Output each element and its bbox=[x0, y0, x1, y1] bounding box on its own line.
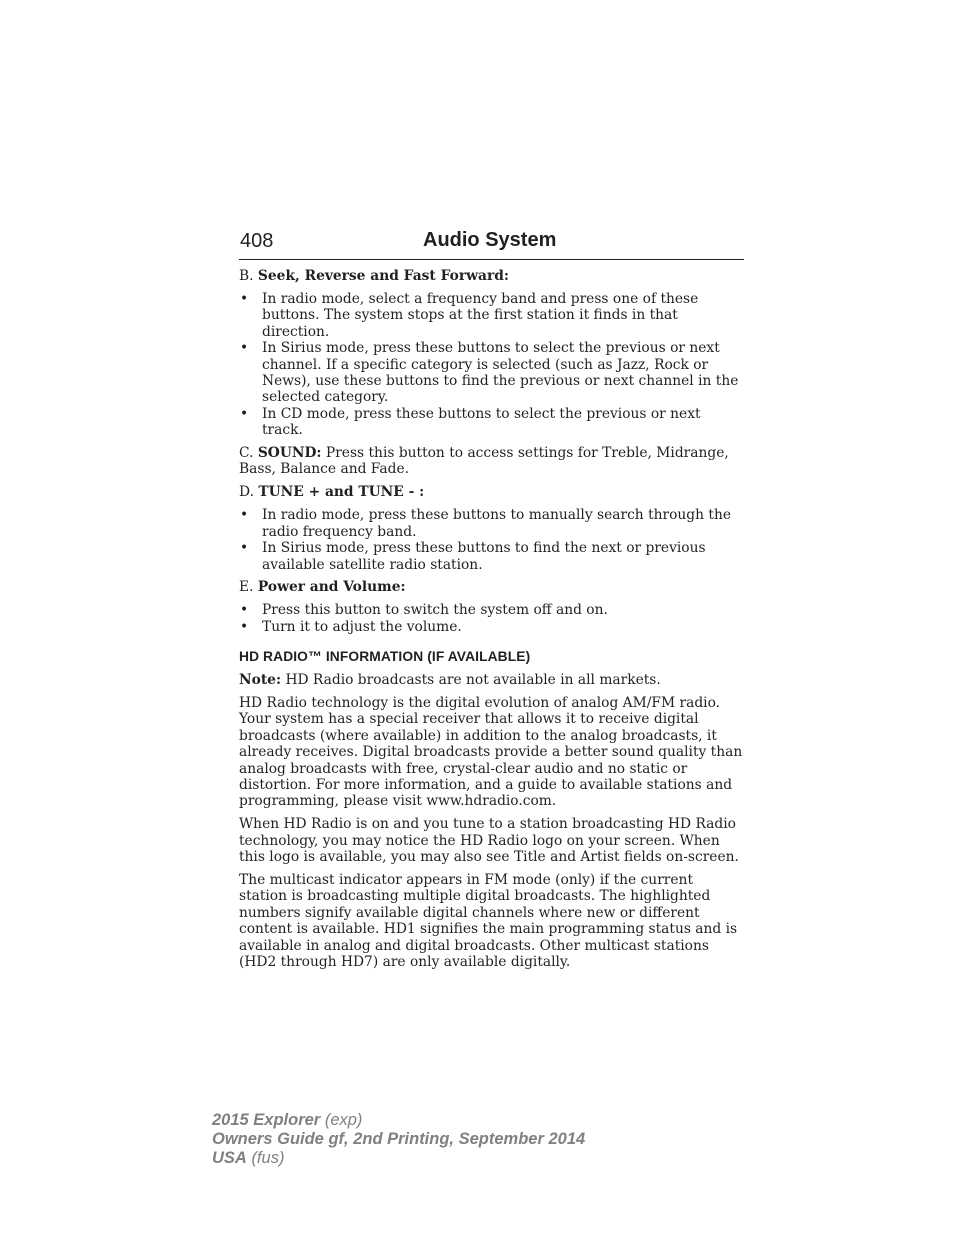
page-footer bbox=[212, 1111, 585, 1168]
item-b-bullets bbox=[239, 291, 745, 439]
bullet-icon: • bbox=[240, 405, 249, 422]
item-d-heading bbox=[239, 484, 745, 500]
bullet-icon: • bbox=[240, 602, 249, 619]
list-item: • In radio mode, press these buttons to manually search through the radio frequency band. bbox=[240, 507, 731, 540]
list-item: • In CD mode, press these buttons to select the previous or next track. bbox=[240, 405, 701, 439]
item-title: Seek, Reverse and Fast Forward: bbox=[257, 268, 509, 284]
note bbox=[239, 672, 745, 688]
item-title: Power and Volume: bbox=[257, 579, 406, 596]
item-d-bullets bbox=[239, 507, 745, 573]
bullet-icon: • bbox=[240, 540, 249, 557]
hd-radio-paragraph: HD Radio technology is the digital evolution of analog AM/FM radio. Your system has a special receiver that allows it to receive digital broadcasts (where available) in addition to the analog broadcasts, it already receives. Digital broadcasts provide a better sound quality than analog broadcasts with free, crystal-clear audio and no static or distortion. For more information, and a guide to available stations and programming, please visit www.hdradio.com. bbox=[239, 694, 743, 810]
bullet-icon: • bbox=[240, 618, 249, 635]
list-item: • Turn it to adjust the volume. bbox=[240, 618, 462, 635]
hd-radio-paragraph: The multicast indicator appears in FM mode (only) if the current station is broadcasting multiple digital broadcasts. The highlighted numbers signify available digital channels where new or different content is available. HD1 signifies the main programming status and is available in analog and digital broadcasts. Other multicast stations (HD2 through HD7) are only available digitally. bbox=[239, 872, 738, 971]
hd-radio-paragraph: When HD Radio is on and you tune to a station broadcasting HD Radio technology, you may notice the HD Radio logo on your screen. When this logo is available, you may also see Title and Artist fields on-screen. bbox=[239, 816, 739, 866]
item-title: TUNE + and TUNE - : bbox=[258, 484, 425, 501]
page-number: 408 bbox=[240, 230, 274, 252]
list-item: • In radio mode, select a frequency band and press one of these buttons. The system stops at the first station it finds in that direction. bbox=[240, 290, 699, 340]
section-title: Audio System bbox=[423, 229, 557, 251]
item-letter: C. bbox=[239, 445, 254, 462]
item-letter: D. bbox=[239, 484, 254, 501]
item-e-heading bbox=[239, 579, 745, 595]
item-e-bullets bbox=[239, 602, 745, 635]
item-c bbox=[239, 445, 745, 478]
list-item: • In Sirius mode, press these buttons to find the next or previous available satellite radio station. bbox=[240, 540, 706, 573]
list-item: • In Sirius mode, press these buttons to select the previous or next channel. If a specific category is selected (such as Jazz, Rock or News), use these buttons to find the previous or next channel in the selected category. bbox=[240, 340, 739, 406]
note-label: Note: bbox=[239, 672, 282, 689]
hd-radio-heading: HD RADIO™ INFORMATION (IF AVAILABLE) bbox=[239, 649, 531, 665]
footer-model-line: 2015 Explorer (exp) bbox=[212, 1111, 363, 1129]
bullet-icon: • bbox=[240, 290, 249, 307]
item-b-heading bbox=[239, 268, 745, 284]
note-text: HD Radio broadcasts are not available in all markets. bbox=[285, 672, 661, 689]
item-letter: B. bbox=[239, 268, 254, 284]
item-title: SOUND: bbox=[257, 445, 322, 462]
bullet-icon: • bbox=[240, 507, 249, 524]
bullet-icon: • bbox=[240, 340, 249, 357]
footer-guide-line: Owners Guide gf, 2nd Printing, September 2014 bbox=[212, 1130, 586, 1148]
footer-region-line: USA (fus) bbox=[212, 1149, 285, 1167]
item-text: Press this button to access settings for Treble, Midrange, Bass, Balance and Fade. bbox=[239, 445, 729, 478]
page-header bbox=[239, 228, 744, 260]
list-item: • Press this button to switch the system off and on. bbox=[240, 602, 608, 619]
page-content bbox=[239, 268, 745, 977]
item-letter: E. bbox=[239, 579, 254, 596]
